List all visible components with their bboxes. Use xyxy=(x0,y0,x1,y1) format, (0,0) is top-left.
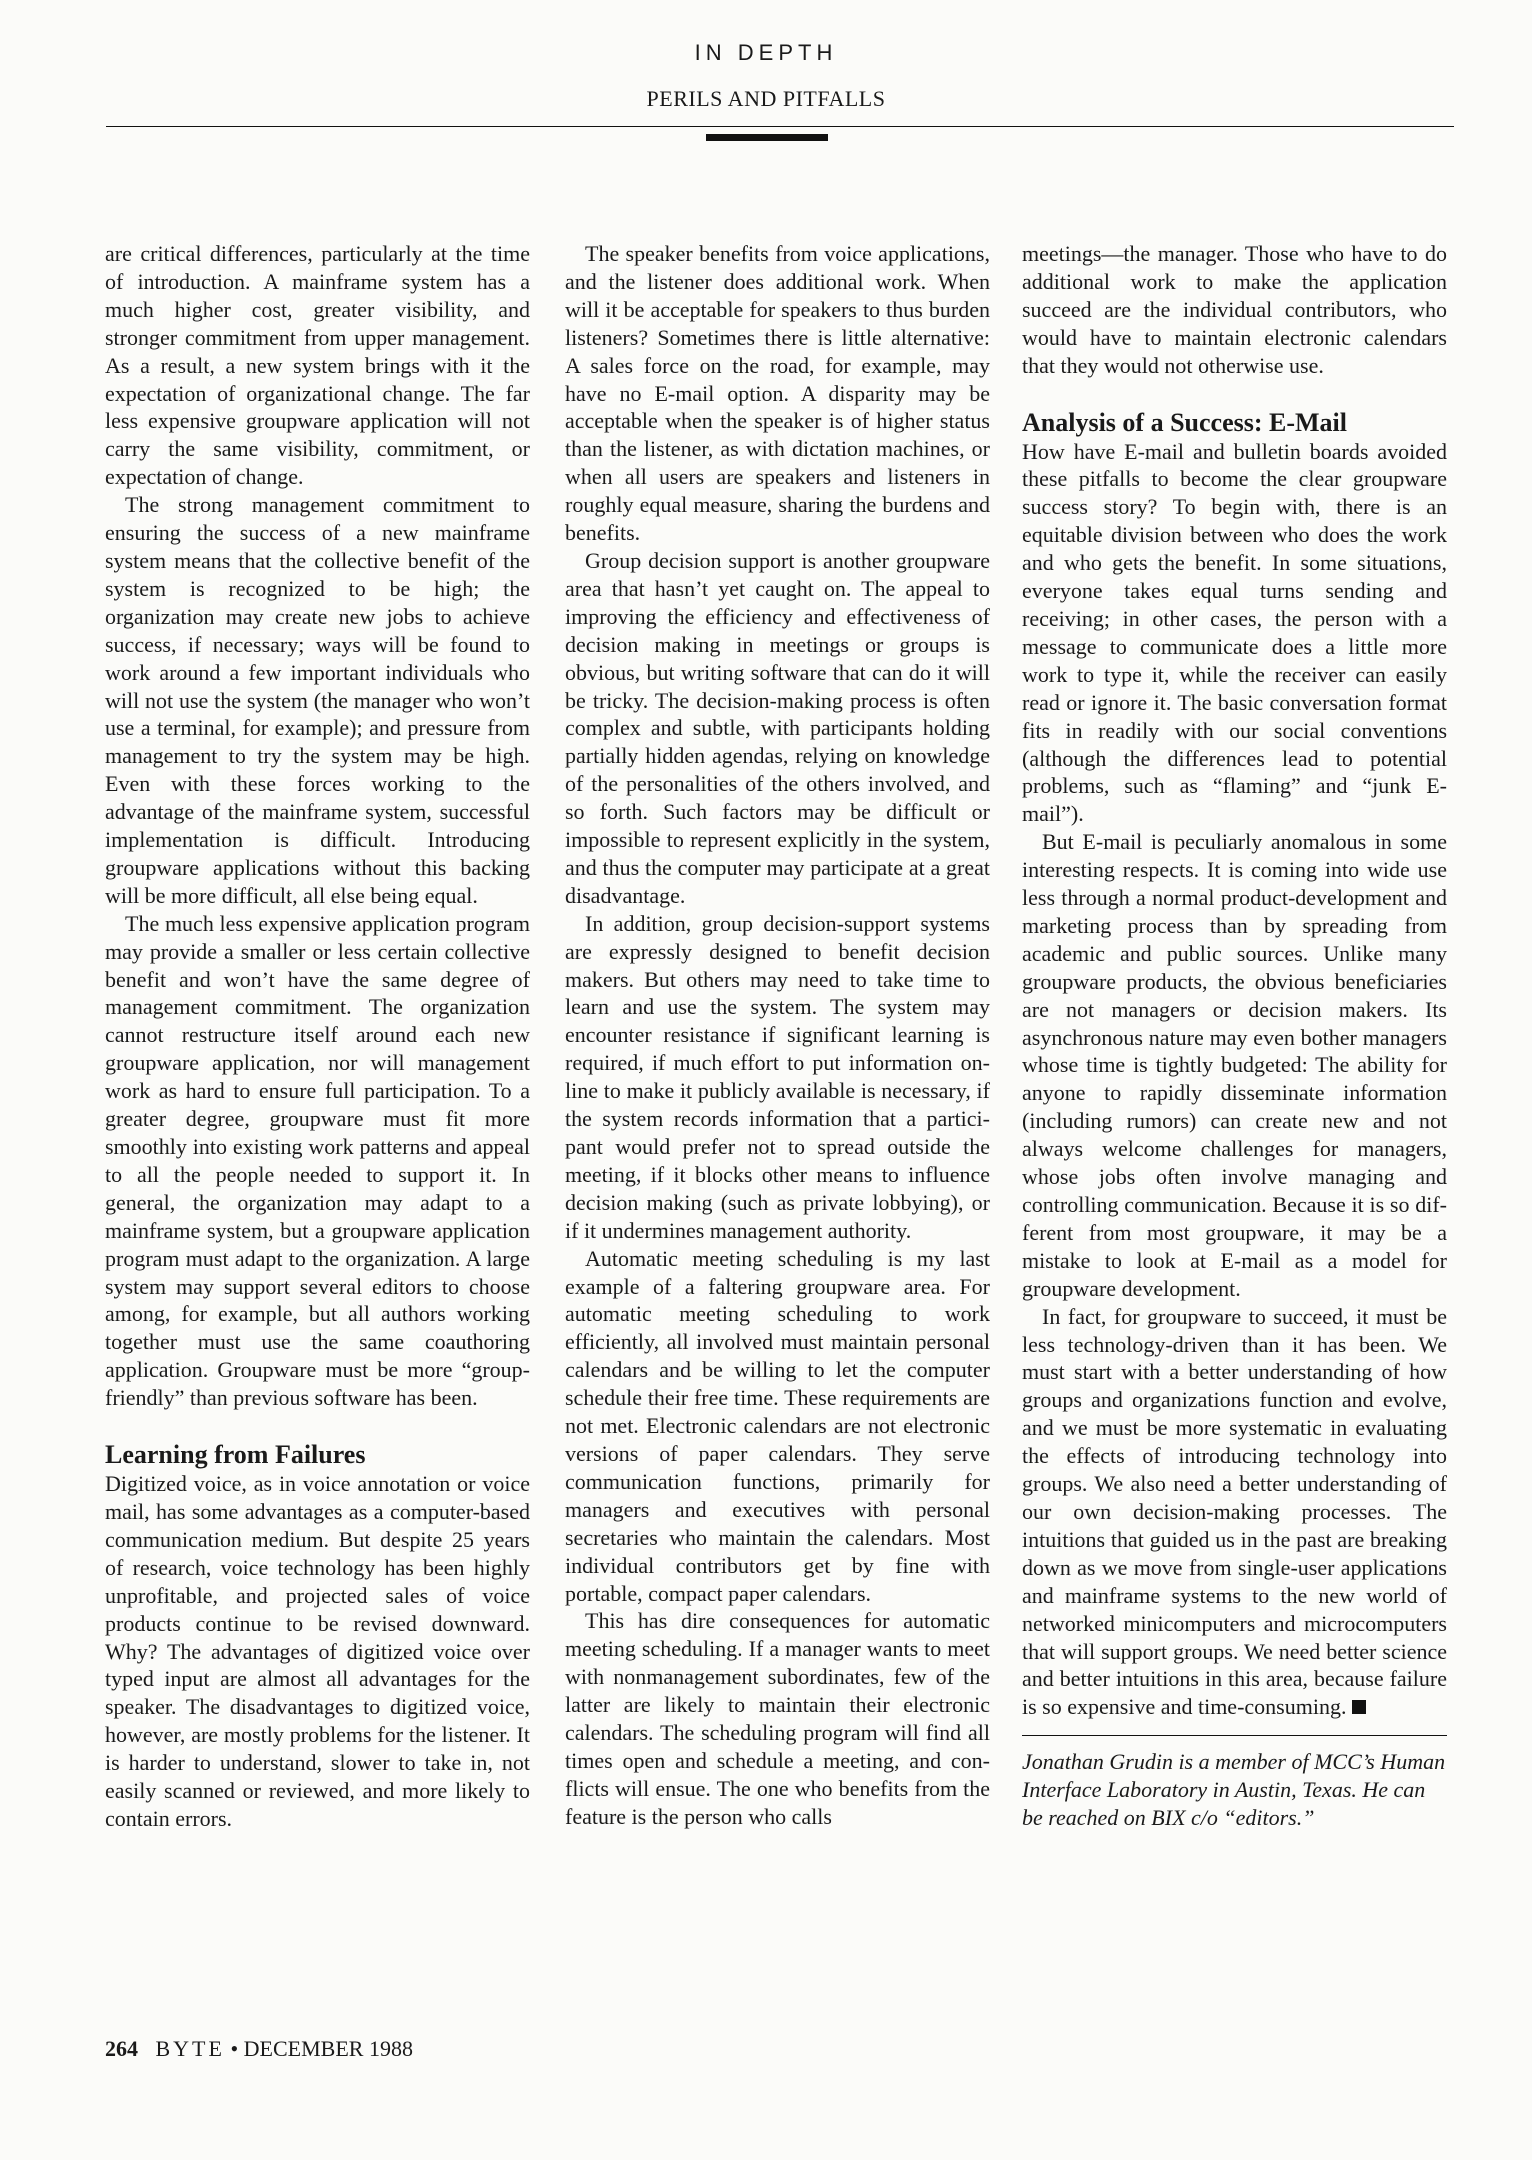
section-kicker: IN DEPTH xyxy=(694,40,838,65)
paragraph: Automatic meeting scheduling is my last example of a faltering groupware area. For automatic meeting scheduling to work efficiently, all involved must maintain personal calendars and be willing to let the computer schedule their free time. These requirements are not met. Electronic calendars are not electronic versions of paper calendars. They serve communication functions, primarily for managers and executives with personal secretaries who maintain the calendars. Most individual contributors get by fine with portable, compact paper calendars. xyxy=(565,1245,990,1606)
paragraph-final xyxy=(1022,1303,1447,1722)
paragraph: meetings—the manager. Those who have to do additional work to make the application succeed are the individual contributors, who would have to maintain electronic calendars that they would not otherwise use. xyxy=(1022,241,1447,378)
subheading-analysis-of-success: Analysis of a Success: E-Mail xyxy=(1022,407,1347,437)
page-number: 264 xyxy=(105,2036,138,2061)
paragraph: How have E-mail and bulletin boards avoided these pitfalls to become the clear groupware success story? To begin with, there is an equitable division between who does the work and who gets the benefit. In some situations, everyone takes equal turns sending and receiving; in other cases, the person with a message to communicate does a little more work to type it, while the receiver can easily read or ignore it. The basic conversation format fits in readily with our social conventions (although the differences lead to potential problems, such as “flaming” and “junk E-mail”). xyxy=(1022,438,1447,827)
paragraph: are critical differences, particularly at the time of introduction. A mainframe system has a much higher cost, greater visibility, and stronger commitment from upper management. As a result, a new system brings with it the expectation of organizational change. The far less expensive groupware application will not carry the same visibility, commitment, or expectation of change. xyxy=(105,241,530,490)
footer-separator: • xyxy=(230,2036,239,2061)
bio-divider xyxy=(1022,1735,1447,1736)
paragraph: The strong management commitment to ensuring the success of a new mainframe system means that the collective benefit of the system is recognized to be high; the organization may create new jobs to achieve success, if necessary; ways will be found to work around a few important individuals who will not use the system (the manager who won’t use a terminal, for example); and pressure from management to try the system may be high. Even with these forces working to the advantage of the mainframe system, successful implementation is difficult. Introducing groupware applications without this backing will be more difficult, all else being equal. xyxy=(105,492,530,908)
end-of-article-icon xyxy=(1352,1700,1366,1714)
section-title: PERILS AND PITFALLS xyxy=(646,86,886,111)
magazine-name: BYTE xyxy=(155,2036,225,2061)
article-column-3 xyxy=(1022,240,1447,1832)
paragraph-text: In fact, for groupware to succeed, it must be less technology-driven than it has been. We must start with a better understanding of how groups and organizations function and evolve, and we must be more systematic in evaluating the effects of introducing technology into groups. We also need a better understanding of our own decision-making processes. The intuitions that guided us in the past are breaking down as we move from single-user applications and mainframe systems to the new world of networked minicomputers and microcomputers that will support groups. We need better science and better intuitions in this area, because failure is so expensive and time-consuming. xyxy=(1022,1303,1447,1720)
issue-date: DECEMBER 1988 xyxy=(243,2036,413,2061)
header-rule-accent xyxy=(706,134,828,141)
paragraph: In addition, group decision-support systems are expressly designed to benefit decision makers. But others may need to take time to learn and use the system. The system may encounter resistance if significant learning is required, if much effort to put information on-line to make it publicly available is necessary, if the system records information that a participant would prefer not to spread outside the meeting, if it blocks other means to influence decision making (such as private lobbying), or if it undermines management authority. xyxy=(565,910,990,1243)
paragraph: Digitized voice, as in voice annotation or voice mail, has some advantages as a computer-based communication medium. But despite 25 years of research, voice technology has been highly unprofitable, and projected sales of voice products continue to be revised downward. Why? The advantages of digitized voice over typed input are almost all advantages for the speaker. The disadvantages to digitized voice, however, are mostly problems for the listener. It is harder to understand, slower to take in, not easily scanned or reviewed, and more likely to contain errors. xyxy=(105,1471,530,1831)
paragraph: The much less expensive application program may provide a smaller or less certain collective benefit and won’t have the same degree of management commitment. The organization cannot restructure itself around each new groupware application, nor will management work as hard to ensure full participation. To a greater degree, groupware must fit more smoothly into existing work patterns and appeal to all the people needed to support it. In general, the organization may adapt to a mainframe system, but a groupware application program must adapt to the organization. A large system may support several editors to choose among, for example, but all authors working together must use the same coauthoring application. Groupware must be more “group-friendly” than previous software has been. xyxy=(105,910,530,1411)
paragraph: Group decision support is another groupware area that hasn’t yet caught on. The appeal to improving the efficiency and effectiveness of decision making in meetings or groups is obvious, but writing software that can do it will be tricky. The decision-making process is often complex and subtle, with participants holding partially hidden agendas, relying on knowledge of the personalities of the others involved, and so forth. Such factors may be difficult or impossible to represent explicitly in the system, and thus the computer may participate at a great disadvantage. xyxy=(565,547,990,908)
page-footer xyxy=(105,2036,413,2062)
article-column-2 xyxy=(565,240,990,1831)
author-bio: Jonathan Grudin is a member of MCC’s Human Interface Laboratory in Austin, Texas. He can be reached on BIX c/o “editors.” xyxy=(1022,1749,1446,1831)
header-rule xyxy=(106,126,1454,127)
article-column-1 xyxy=(105,240,530,1833)
paragraph: But E-mail is peculiarly anomalous in some interesting respects. It is coming into wide use less through a normal product-development and marketing process than by spreading from academic and public sources. Unlike many groupware products, the obvious beneficiaries are not managers or decision makers. Its asynchronous nature may even bother managers whose time is tightly budgeted: The ability for anyone to rapidly disseminate information (including rumors) can create new and not always welcome challenges for managers, whose jobs often involve managing and controlling communication. Because it is so different from most groupware, it may be a mistake to look at E-mail as a model for groupware development. xyxy=(1022,829,1447,1301)
paragraph: This has dire consequences for automatic meeting scheduling. If a manager wants to meet with nonmanagement subordinates, few of the latter are likely to maintain their electronic calendars. The scheduling program will find all times open and schedule a meeting, and conflicts will ensue. The one who benefits from the feature is the person who calls xyxy=(565,1608,990,1829)
paragraph: The speaker benefits from voice applications, and the listener does additional work. When will it be acceptable for speakers to thus burden listeners? Sometimes there is little alternative: A sales force on the road, for example, may have no E-mail option. A disparity may be acceptable when the speaker is of higher status than the listener, as with dictation machines, or when all users are speakers and listeners in roughly equal measure, sharing the burdens and benefits. xyxy=(565,241,990,546)
subheading-learning-from-failures: Learning from Failures xyxy=(105,1440,366,1470)
